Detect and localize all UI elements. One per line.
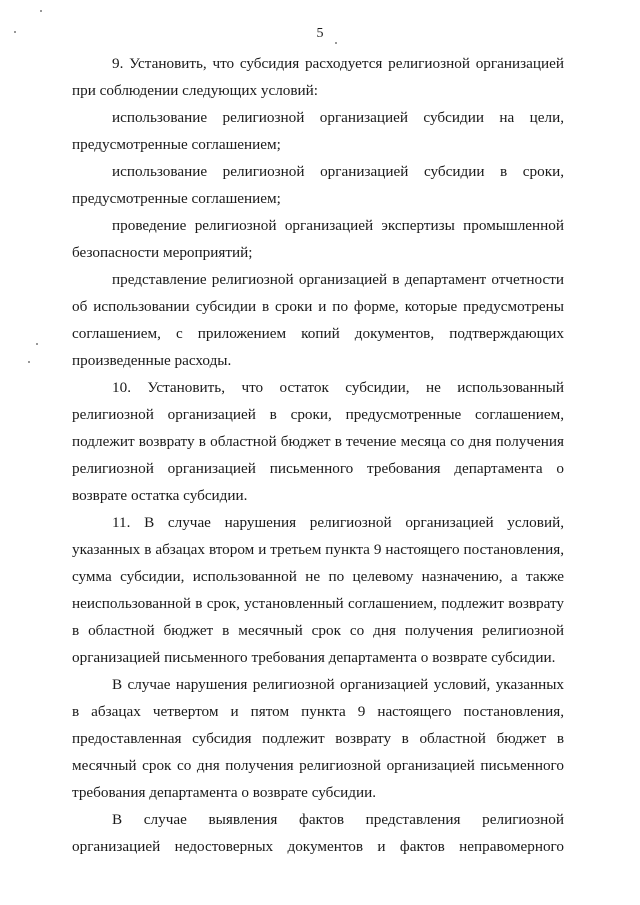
scan-speck: [36, 343, 38, 345]
paragraph-9-line-1: 9. Установить, что субсидия расходуется религиозной организацией: [112, 55, 564, 72]
paragraph-condition-expertise: [72, 212, 564, 266]
paragraph-11-rest: указанных в абзацах втором и третьем пункта 9 настоящего постановления, сумма субсидии, использованной не по целевому назначению, а также неиспользованной в срок, установленный соглашением, подлежит возврату в областной бюджет в месячный срок со дня получения религиозной организацией письменного требования департамента о возврате субсидии.: [72, 541, 564, 666]
paragraph-rest: безопасности мероприятий;: [72, 244, 253, 261]
paragraph-condition-terms: [72, 158, 564, 212]
paragraph-10: [72, 374, 564, 509]
paragraph-false-documents: [72, 806, 564, 860]
paragraph-rest: предусмотренные соглашением;: [72, 190, 281, 207]
page-number: 5: [316, 26, 324, 41]
paragraph-line-1: использование религиозной организацией субсидии на цели,: [112, 109, 564, 126]
paragraph-rest: об использовании субсидии в сроки и по форме, которые предусмотрены соглашением, с приложением копий документов, подтверждающих произведенные расходы.: [72, 298, 564, 369]
paragraph-10-line-1: 10. Установить, что остаток субсидии, не использованный: [112, 379, 564, 396]
paragraph-line-1: представление религиозной организацией в департамент отчетности: [112, 271, 564, 288]
paragraph-line-1: проведение религиозной организацией экспертизы промышленной: [112, 217, 564, 234]
paragraph-9: [72, 50, 564, 104]
paragraph-line-1: В случае выявления фактов представления религиозной: [112, 811, 564, 828]
paragraph-condition-reporting: [72, 266, 564, 374]
scan-speck: [28, 361, 30, 363]
scan-speck: [14, 31, 16, 33]
paragraph-line-1: использование религиозной организацией субсидии в сроки,: [112, 163, 564, 180]
paragraph-condition-purpose: [72, 104, 564, 158]
paragraph-rest: предусмотренные соглашением;: [72, 136, 281, 153]
paragraph-11-line-1: 11. В случае нарушения религиозной организацией условий,: [112, 514, 564, 531]
document-body: [72, 50, 564, 860]
paragraph-10-rest: религиозной организацией в сроки, предусмотренные соглашением, подлежит возврату в областной бюджет в течение месяца со дня получения религиозной организацией письменного требования департамента о возврате остатка субсидии.: [72, 406, 564, 504]
paragraph-violation-4-5: [72, 671, 564, 806]
paragraph-line-1: В случае нарушения религиозной организацией условий, указанных: [112, 676, 564, 693]
paragraph-11: [72, 509, 564, 671]
scan-speck: [40, 10, 42, 12]
paragraph-rest: организацией недостоверных документов и фактов неправомерного: [72, 838, 564, 855]
paragraph-9-rest: при соблюдении следующих условий:: [72, 82, 319, 99]
scan-speck: [335, 42, 337, 44]
paragraph-rest: в абзацах четвертом и пятом пункта 9 настоящего постановления, предоставленная субсидия подлежит возврату в областной бюджет в месячный срок со дня получения религиозной организацией письменного требования департамента о возврате субсидии.: [72, 703, 564, 801]
